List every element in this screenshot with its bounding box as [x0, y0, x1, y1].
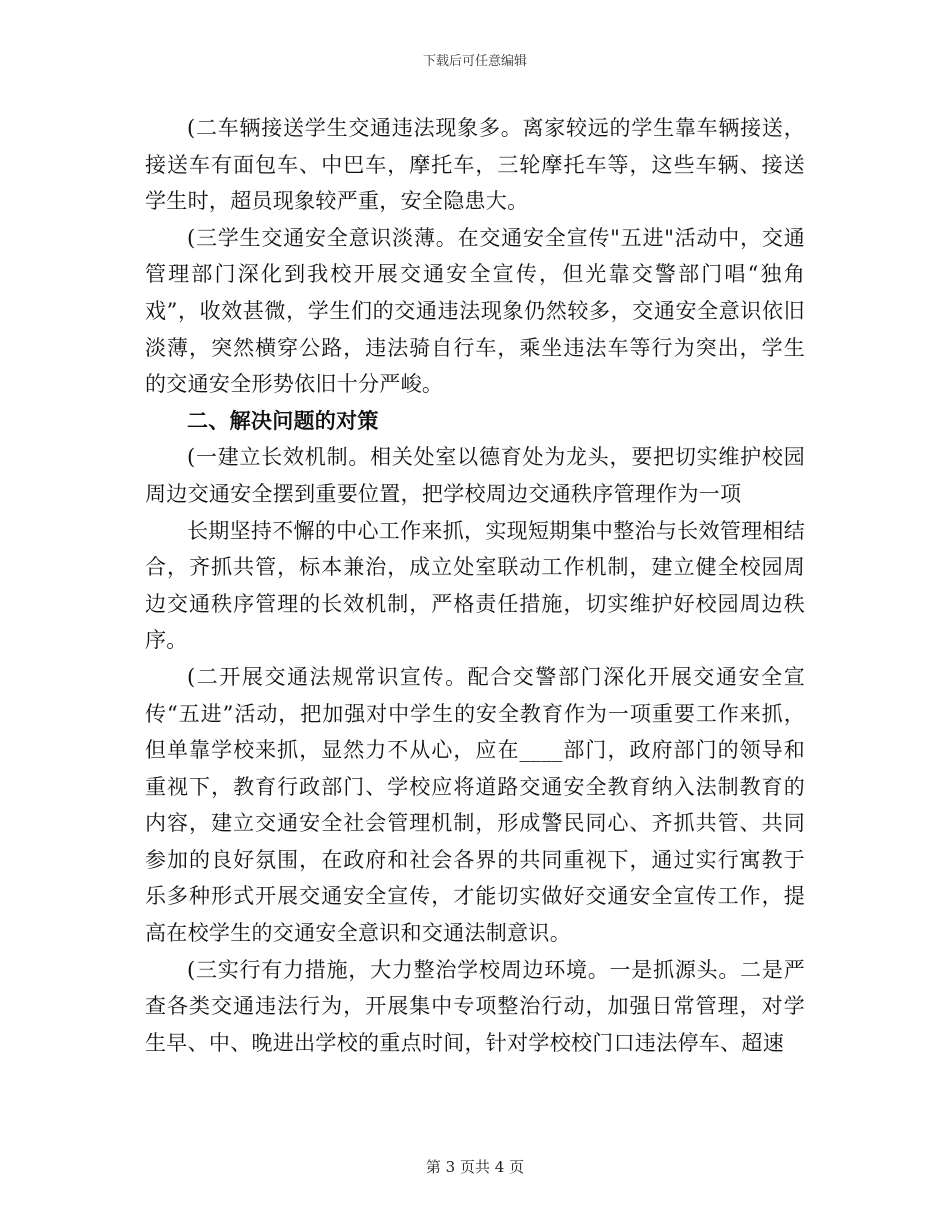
paragraph-long-term-mechanism: (一建立长效机制。相关处室以德育处为龙头，要把切实维护校园周边交通安全摆到重要位置，把学校周边交通秩序管理作为一项 — [145, 445, 805, 506]
header-note: 下载后可任意编辑 — [422, 54, 527, 69]
paragraph-long-term-mechanism-cont: 长期坚持不懈的中心工作来抓，实现短期集中整治与长效管理相结合，齐抓共管，标本兼治，成立处室联动工作机制，建立健全校园周边交通秩序管理的长效机制，严格责任措施，切实维护好校园周边秩序。 — [145, 518, 805, 653]
section-heading-solutions: 二、解决问题的对策 — [187, 407, 379, 433]
page-number: 第 3 页共 4 页 — [425, 1158, 525, 1176]
paragraph-safety-awareness: (三学生交通安全意识淡薄。在交通安全宣传"五进"活动中，交通管理部门深化到我校开展交通安全宣传，但光靠交警部门唱“独角戏”，收效甚微，学生们的交通违法现象仍然较多，交通安全意识依旧淡薄，突然横穿公路，违法骑自行车，乘坐违法车等行为突出，学生的交通安全形势依旧十分严峻。 — [145, 225, 805, 397]
document-body — [145, 110, 805, 1061]
paragraph-law-publicity: (二开展交通法规常识宣传。配合交警部门深化开展交通安全宣传“五进”活动，把加强对中学生的安全教育作为一项重要工作来抓，但单靠学校来抓，显然力不从心，应在____部门，政府部门的领导和重视下，教育行政部门、学校应将道路交通安全教育纳入法制教育的内容，建立交通安全社会管理机制，形成警民同心、齐抓共管、共同参加的良好氛围，在政府和社会各界的共同重视下，通过实行寓教于乐多种形式开展交通安全宣传，才能切实做好交通安全宣传工作，提高在校学生的交通安全意识和交通法制意识。 — [145, 664, 805, 946]
paragraph-environment-rectification: (三实行有力措施，大力整治学校周边环境。一是抓源头。二是严查各类交通违法行为，开展集中专项整治行动，加强日常管理，对学生早、中、晚进出学校的重点时间，针对学校校门口违法停车、超速 — [145, 957, 805, 1055]
paragraph-vehicle-transport: (二车辆接送学生交通违法现象多。离家较远的学生靠车辆接送，接送车有面包车、中巴车，摩托车，三轮摩托车等，这些车辆、接送学生时，超员现象较严重，安全隐患大。 — [145, 116, 805, 214]
